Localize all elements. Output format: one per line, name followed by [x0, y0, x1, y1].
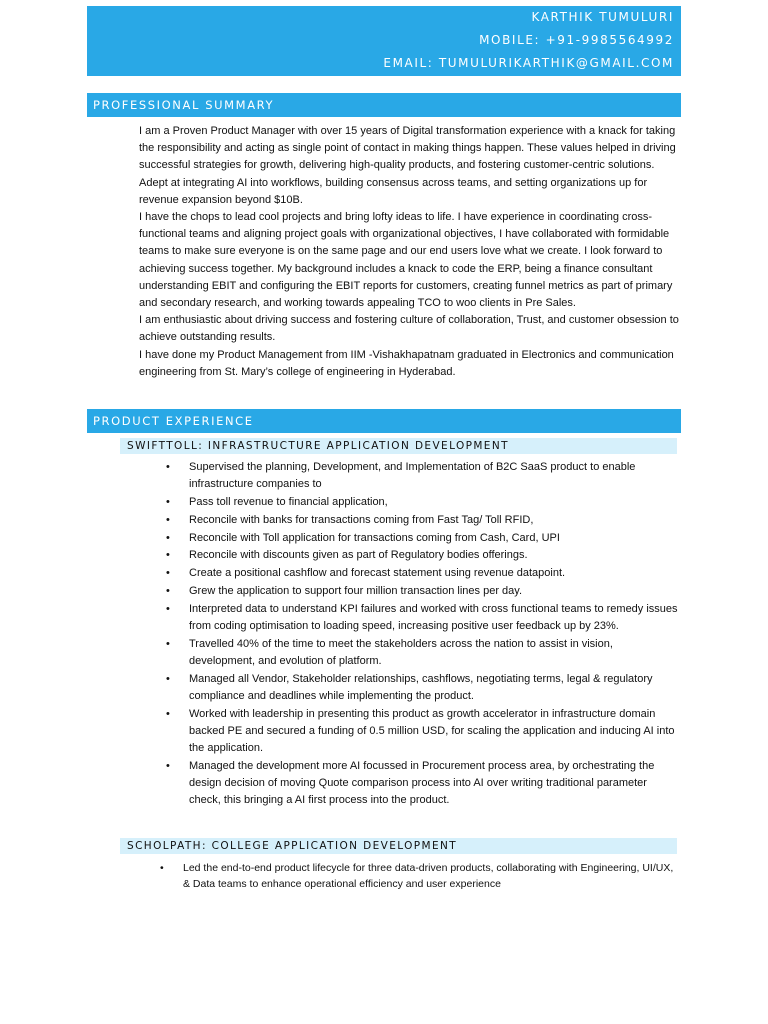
summary-paragraph: I am a Proven Product Manager with over 15 years of Digital transformation experience with a knack for taking the responsibility and acting as single point of contact in making things happen. These values helped in driving successful strategies for growth, delivering high-quality products, and fostering customer-centric solutions. Adept at integrating AI into workflows, building consensus across teams, and setting organizations up for revenue expansion beyond $10B. [139, 125, 676, 206]
bullet-icon: • [160, 862, 164, 874]
summary-paragraph: I am enthusiastic about driving success and fostering culture of collaboration, Trust, and customer obsession to achieve outstanding results. [139, 314, 679, 344]
bullet-icon: • [166, 549, 170, 562]
resume-header [87, 6, 681, 76]
job-title-swifttoll: SWIFTTOLL: INFRASTRUCTURE APPLICATION DEVELOPMENT [120, 438, 677, 454]
bullet-icon: • [166, 602, 170, 615]
list-item: • Grew the application to support four million transaction lines per day. [189, 583, 681, 600]
bullet-icon: • [166, 759, 170, 772]
list-item: • Interpreted data to understand KPI failures and worked with cross functional teams to remedy issues from coding optimisation to loading speed, increasing positive user feedback up by 23%. [166, 602, 678, 632]
list-item: • Reconcile with discounts given as part of Regulatory bodies offerings. [189, 547, 681, 564]
list-item: • Travelled 40% of the time to meet the stakeholders across the nation to assist in vision, development, and evolution of platform. [166, 637, 613, 667]
bullet-icon: • [166, 707, 170, 720]
list-item: • Supervised the planning, Development, and Implementation of B2C SaaS product to enable infrastructure companies to [166, 461, 636, 491]
bullet-icon: • [166, 584, 170, 597]
bullet-icon: • [166, 672, 170, 685]
scholpath-bullet-list [160, 860, 681, 893]
section-heading-product-experience: PRODUCT EXPERIENCE [87, 409, 681, 433]
bullet-icon: • [166, 567, 170, 580]
mobile-number: MOBILE: +91-9985564992 [479, 33, 674, 47]
bullet-icon: • [166, 496, 170, 508]
bullet-icon: • [166, 637, 170, 650]
bullet-icon: • [166, 531, 170, 544]
email-address: EMAIL: TUMULURIKARTHIK@GMAIL.COM [383, 56, 674, 70]
bullet-icon: • [166, 513, 170, 526]
list-item: • Reconcile with Toll application for transactions coming from Cash, Card, UPI [189, 530, 681, 547]
list-item: • Create a positional cashflow and forecast statement using revenue datapoint. [189, 565, 681, 582]
list-item: • Led the end-to-end product lifecycle for three data-driven products, collaborating with Engineering, UI/UX, & Data teams to enhance operational efficiency and user experience [160, 862, 674, 890]
list-item: • Reconcile with banks for transactions coming from Fast Tag/ Toll RFID, [189, 512, 681, 529]
candidate-name: KARTHIK TUMULURI [531, 10, 674, 24]
section-heading-professional-summary: PROFESSIONAL SUMMARY [87, 93, 681, 117]
bullet-icon: • [166, 461, 170, 473]
job-title-scholpath: SCHOLPATH: COLLEGE APPLICATION DEVELOPMENT [120, 838, 677, 854]
swifttoll-bullet-list [166, 459, 681, 810]
list-item: • Managed the development more AI focussed in Procurement process area, by orchestrating the design decision of moving Quote comparison process into AI over writing traditional parameter check, this bringing a AI first process into the product. [166, 759, 655, 807]
list-item: • Pass toll revenue to financial application, [189, 494, 681, 511]
list-item: • Managed all Vendor, Stakeholder relationships, cashflows, negotiating terms, legal & regulatory compliance and deadlines while implementing the product. [166, 672, 653, 702]
summary-paragraph: I have done my Product Management from IIM -Vishakhapatnam graduated in Electronics and communication engineering from St. Mary’s college of engineering in Hyderabad. [139, 348, 674, 378]
summary-paragraph: I have the chops to lead cool projects and bring lofty ideas to life. I have experience in coordinating cross-functional teams and aligning project goals with organizational objectives, I have collaborated with formidable teams to make sure everyone is on the same page and our end users love what we create. I look forward to achieving success together. My background includes a knack to code the ERP, being a finance consultant understanding EBIT and configuring the EBIT reports for customers, creating funnel metrics as part of primary and secondary research, and working towards appealing TCO to woo clients in Pre Sales. [139, 211, 673, 310]
professional-summary [139, 123, 679, 381]
list-item: • Worked with leadership in presenting this product as growth accelerator in infrastructure domain backed PE and secured a funding of 0.5 million USD, for scaling the application and inducing AI into the application. [166, 707, 675, 755]
